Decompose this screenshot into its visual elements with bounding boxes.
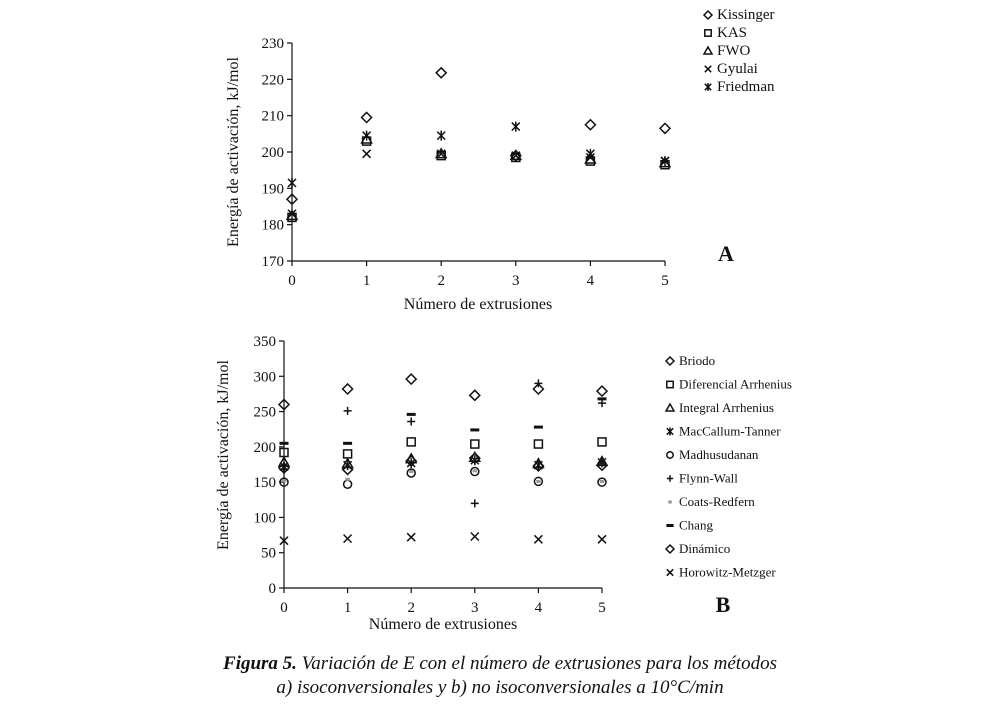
data-point <box>344 407 352 415</box>
series-friedman <box>288 122 669 188</box>
y-axis-label: Energía de activación, kJ/mol <box>225 57 242 247</box>
y-axis-label: Energía de activación, kJ/mol <box>215 360 232 550</box>
caption-label: Figura 5. <box>223 653 297 674</box>
x-tick-label: 2 <box>437 273 445 289</box>
caption-line1: Variación de E con el número de extrusiones para los métodos <box>301 653 777 674</box>
x-tick-label: 4 <box>534 600 543 616</box>
data-point <box>470 390 480 400</box>
series-horowitz-metzger <box>280 532 606 544</box>
panel-label: B <box>715 592 731 617</box>
legend-marker <box>666 404 674 411</box>
legend-label: FWO <box>717 43 751 59</box>
chart-panel-A <box>225 7 775 313</box>
data-point <box>344 450 352 458</box>
legend-marker <box>705 83 711 91</box>
series-diferencial-arrhenius <box>280 438 606 458</box>
y-tick-label: 50 <box>261 545 276 562</box>
data-point <box>344 480 352 488</box>
legend-label: Gyulai <box>717 61 758 77</box>
legend-label: Dinámico <box>679 541 731 556</box>
caption-line2: a) isoconversionales y b) no isoconversionales a 10°C/min <box>276 677 724 698</box>
y-tick-label: 230 <box>261 36 284 52</box>
x-axis-label: Número de extrusiones <box>368 616 518 633</box>
legend-label: Briodo <box>679 353 716 368</box>
x-tick-label: 3 <box>471 600 479 616</box>
legend-label: Flynn-Wall <box>679 470 738 486</box>
data-point <box>598 438 606 446</box>
data-point <box>471 532 479 540</box>
y-tick-label: 150 <box>253 475 276 492</box>
data-point <box>407 533 415 541</box>
legend-label: KAS <box>717 25 748 41</box>
data-point <box>471 440 479 448</box>
legend-marker <box>666 357 674 365</box>
legend-marker <box>667 428 673 436</box>
x-tick-label: 1 <box>343 600 352 616</box>
y-tick-label: 200 <box>261 145 284 161</box>
data-point <box>437 131 445 141</box>
legend-marker <box>705 30 711 36</box>
legend-marker <box>667 569 673 575</box>
data-point <box>436 68 446 78</box>
legend <box>666 353 792 580</box>
y-tick-label: 250 <box>253 404 276 421</box>
series-fwo <box>287 134 670 219</box>
x-tick-label: 5 <box>598 600 606 616</box>
x-tick-label: 4 <box>586 273 595 289</box>
legend-label: Madhusudanan <box>679 447 759 462</box>
legend-marker <box>705 66 711 72</box>
data-point <box>471 499 479 507</box>
figure-caption <box>0 652 1000 700</box>
y-tick-label: 0 <box>268 581 276 597</box>
legend-label: Coats-Redfern <box>679 494 755 509</box>
data-point <box>363 131 371 141</box>
x-tick-label: 1 <box>362 273 371 289</box>
data-point <box>534 440 542 448</box>
legend-label: MacCallum-Tanner <box>679 423 781 439</box>
legend-label: Kissinger <box>717 7 775 23</box>
data-point <box>288 178 296 188</box>
x-tick-label: 0 <box>280 600 288 616</box>
chart-panel-B <box>215 334 792 633</box>
y-tick-label: 210 <box>261 108 284 125</box>
series-madhusudanan <box>280 468 606 489</box>
x-tick-label: 3 <box>512 273 520 289</box>
legend-marker <box>666 545 674 553</box>
legend-marker <box>667 381 673 387</box>
y-tick-label: 190 <box>261 181 284 198</box>
data-point <box>585 120 595 130</box>
legend-marker <box>704 11 712 19</box>
series-din-mico <box>279 453 607 474</box>
x-axis-label: Número de extrusiones <box>403 296 553 313</box>
series-kas <box>288 137 669 221</box>
series-gyulai <box>288 150 669 218</box>
series-flynn-wall <box>280 379 606 507</box>
y-tick-label: 180 <box>261 217 284 234</box>
legend-label: Chang <box>679 517 713 533</box>
y-tick-label: 200 <box>253 439 276 456</box>
series-kissinger <box>287 68 670 204</box>
series-coats-redfern <box>282 471 605 482</box>
data-point <box>512 122 520 132</box>
data-point <box>406 374 416 384</box>
x-tick-label: 0 <box>288 273 296 289</box>
y-tick-label: 350 <box>253 334 276 350</box>
data-point <box>598 535 606 543</box>
data-point <box>534 535 542 543</box>
legend-label: Integral Arrhenius <box>679 400 774 415</box>
legend-label: Diferencial Arrhenius <box>679 376 792 392</box>
legend-marker <box>667 475 673 481</box>
series-briodo <box>279 374 607 409</box>
data-point <box>597 386 607 396</box>
legend-label: Friedman <box>717 79 775 95</box>
legend-marker <box>704 47 712 54</box>
data-point <box>407 417 415 425</box>
y-tick-label: 220 <box>261 72 284 89</box>
data-point <box>362 112 372 122</box>
data-point <box>363 150 371 158</box>
data-point <box>343 384 353 394</box>
x-tick-label: 2 <box>407 600 415 616</box>
y-tick-label: 100 <box>253 510 276 527</box>
y-tick-label: 170 <box>261 254 284 270</box>
data-point <box>660 123 670 133</box>
legend-marker <box>667 452 673 458</box>
legend <box>704 7 775 95</box>
data-point <box>407 438 415 446</box>
y-tick-label: 300 <box>253 369 276 386</box>
series-chang <box>280 399 607 443</box>
series-maccallum-tanner <box>280 455 606 471</box>
data-point <box>344 535 352 543</box>
legend-label: Horowitz-Metzger <box>679 564 776 580</box>
panel-label: A <box>718 241 734 266</box>
series-integral-arrhenius <box>279 452 607 467</box>
x-tick-label: 5 <box>661 273 669 289</box>
